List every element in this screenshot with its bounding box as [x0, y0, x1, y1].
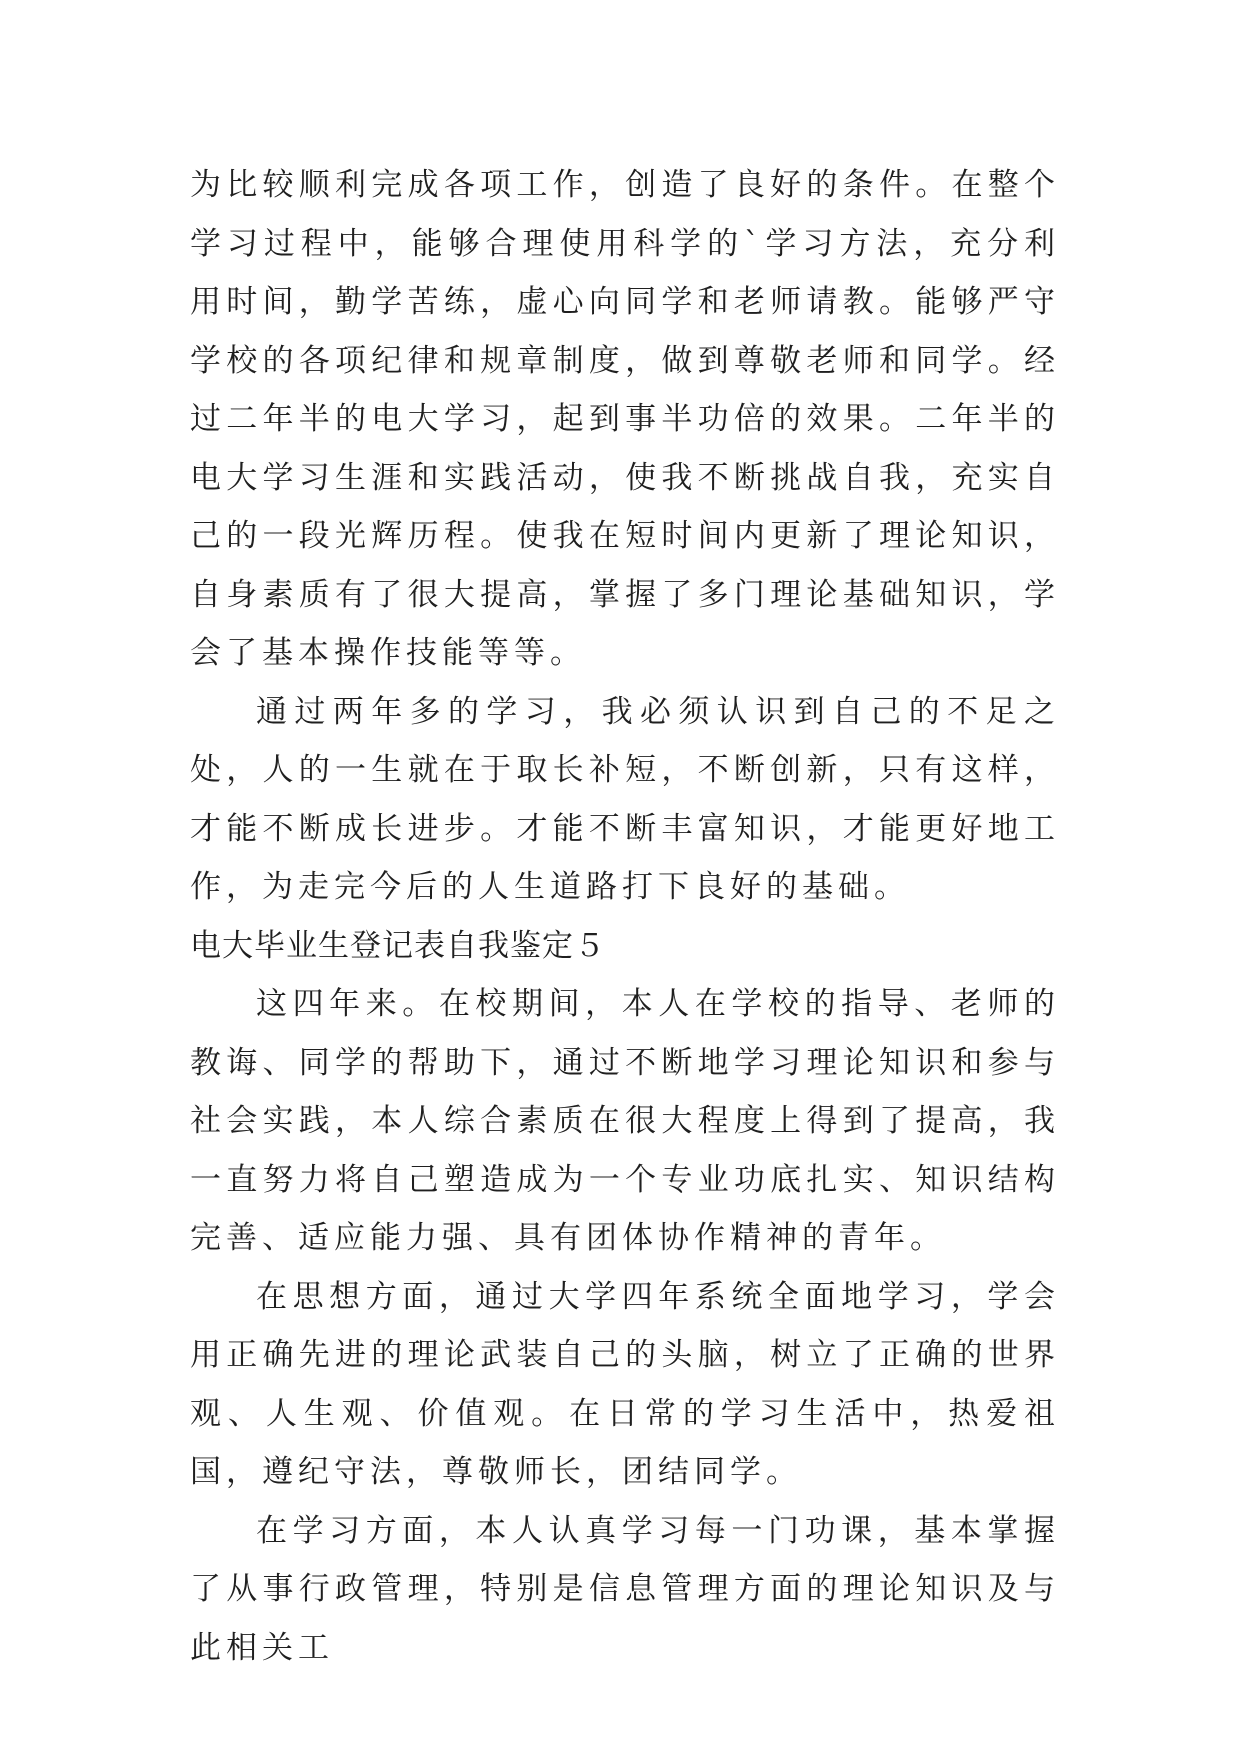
body-paragraph: 为比较顺利完成各项工作，创造了良好的条件。在整个学习过程中，能够合理使用科学的`学习方法，充分利用时间，勤学苦练，虚心向同学和老师请教。能够严守学校的各项纪律和规章制度，做到尊敬老师和同学。经过二年半的电大学习，起到事半功倍的效果。二年半的电大学习生涯和实践活动，使我不断挑战自我，充实自己的一段光辉历程。使我在短时间内更新了理论知识，自身素质有了很大提高，掌握了多门理论基础知识，学会了基本操作技能等等。	[190, 167, 1060, 671]
section-paragraph: 在思想方面，通过大学四年系统全面地学习，学会用正确先进的理论武装自己的头脑，树立了正确的世界观、人生观、价值观。在日常的学习生活中，热爱祖国，遵纪守法，尊敬师长，团结同学。	[190, 1278, 1060, 1490]
section-title: 电大毕业生登记表自我鉴定５	[190, 927, 606, 964]
document-body	[190, 156, 1060, 1677]
section-paragraph: 在学习方面，本人认真学习每一门功课，基本掌握了从事行政管理，特别是信息管理方面的理论知识及与此相关工	[190, 1512, 1060, 1666]
section-paragraph: 这四年来。在校期间，本人在学校的指导、老师的教诲、同学的帮助下，通过不断地学习理论知识和参与社会实践，本人综合素质在很大程度上得到了提高，我一直努力将自己塑造成为一个专业功底扎实、知识结构完善、适应能力强、具有团体协作精神的青年。	[190, 986, 1060, 1256]
body-paragraph: 通过两年多的学习，我必须认识到自己的不足之处，人的一生就在于取长补短，不断创新，只有这样，才能不断成长进步。才能不断丰富知识，才能更好地工作，为走完今后的人生道路打下良好的基础。	[190, 693, 1060, 905]
